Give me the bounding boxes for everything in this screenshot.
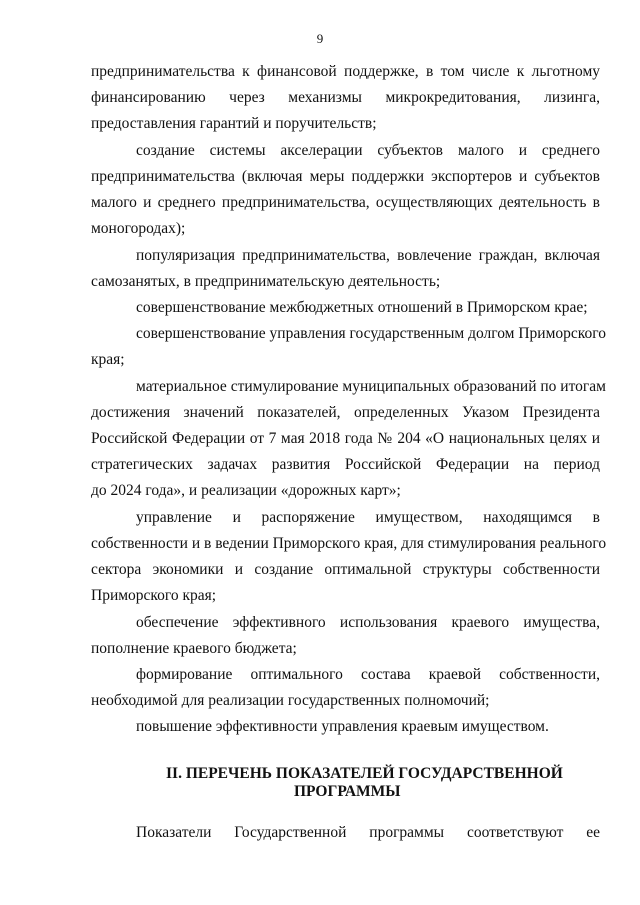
text-line: управление и распоряжение имуществом, находящимся в [136,509,600,526]
text-line: предоставления гарантий и поручительств; [91,115,377,132]
text-line: необходимой для реализации государственных полномочий; [91,692,490,709]
text-line: материальное стимулирование муниципальных образований по итогам [136,378,606,395]
text-line: пополнение краевого бюджета; [91,640,297,657]
section-heading: II. ПЕРЕЧЕНЬ ПОКАЗАТЕЛЕЙ ГОСУДАРСТВЕННОЙ [166,765,563,782]
text-line: Российской Федерации от 7 мая 2018 года № 204 «О национальных целях и [91,430,600,447]
text-line: предпринимательства к финансовой поддержке, в том числе к льготному [91,63,600,80]
text-line: предпринимательства (включая меры поддержки экспортеров и субъектов [91,168,600,185]
text-line: повышение эффективности управления краевым имуществом. [136,718,549,735]
text-line: малого и среднего предпринимательства, осуществляющих деятельность в [91,194,600,211]
text-line: совершенствование межбюджетных отношений в Приморском крае; [136,299,588,316]
text-line: Приморского края; [91,587,217,604]
text-line: сектора экономики и создание оптимальной структуры собственности [91,561,600,578]
text-line: достижения значений показателей, определенных Указом Президента [91,404,600,421]
text-line: создание системы акселерации субъектов малого и среднего [136,142,600,159]
text-line: до 2024 года», и реализации «дорожных карт»; [91,482,401,499]
text-line: самозанятых, в предпринимательскую деятельность; [91,273,441,290]
text-line: формирование оптимального состава краевой собственности, [136,666,600,683]
text-line: популяризация предпринимательства, вовлечение граждан, включая [136,247,600,264]
text-line: финансированию через механизмы микрокредитования, лизинга, [91,89,600,106]
text-line: совершенствование управления государственным долгом Приморского [136,325,606,342]
text-line: моногородах); [91,220,186,237]
page-number: 9 [316,31,324,46]
text-line: края; [91,351,125,368]
text-line: обеспечение эффективного использования краевого имущества, [136,614,600,631]
section-heading: ПРОГРАММЫ [294,783,401,800]
text-line: Показатели Государственной программы соответствуют ее [136,824,600,841]
text-line: стратегических задачах развития Российской Федерации на период [91,456,600,473]
text-line: собственности и в ведении Приморского края, для стимулирования реального [91,535,607,552]
